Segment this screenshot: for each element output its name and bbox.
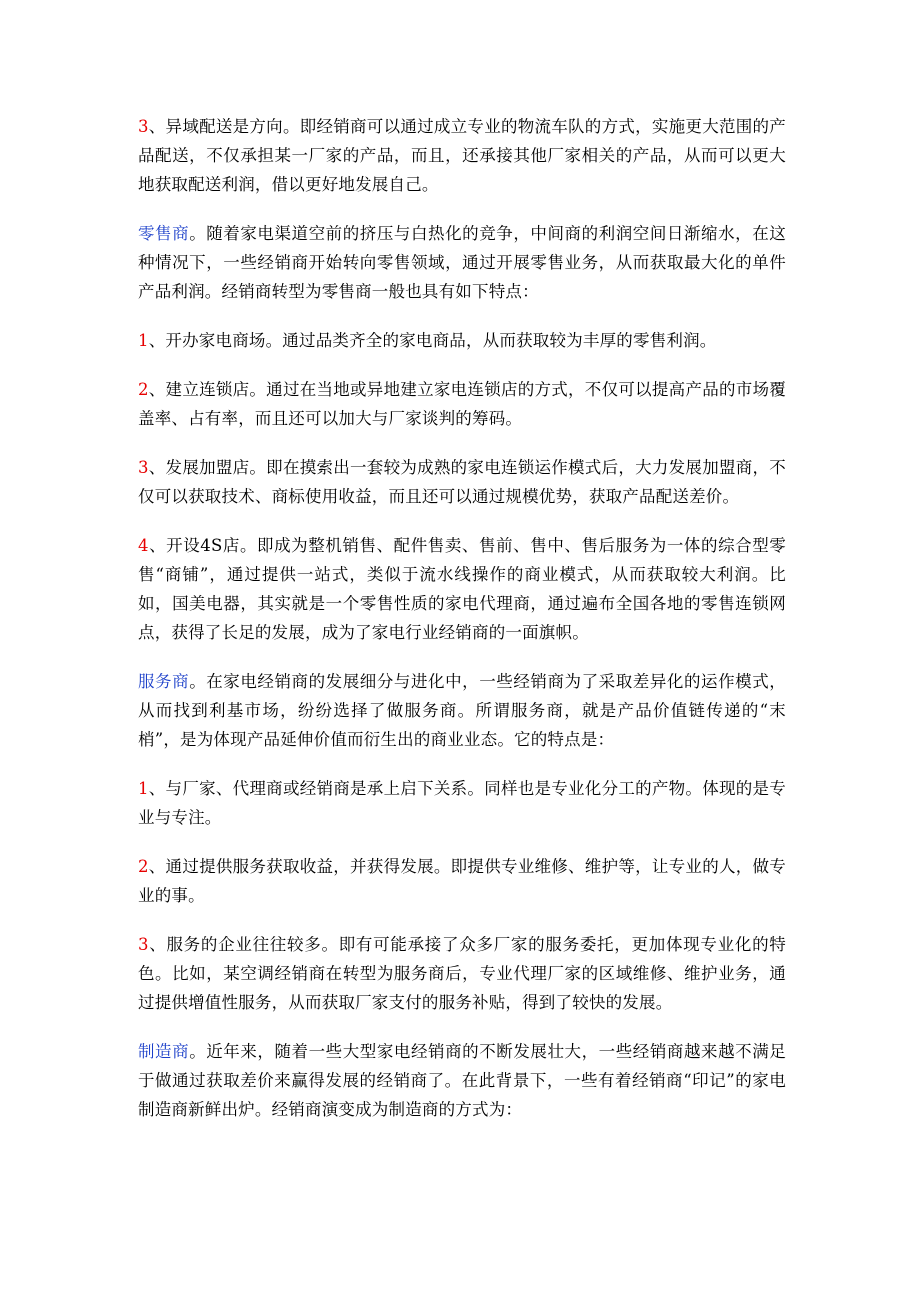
paragraph-retailer [138,219,786,306]
list-number: 4 [138,536,149,555]
paragraph-text: 、开设4S店。即成为整机销售、配件售卖、售前、售中、售后服务为一体的综合型零售“商铺”，通过提供一站式，类似于流水线操作的商业模式，从而获取较大利润。比如，国美电器，其实就是一个零售性质的家电代理商，通过遍布全国各地的零售连锁网点，获得了长足的发展，成为了家电行业经销商的一面旗帜。 [138,536,786,642]
paragraph-text: 。随着家电渠道空前的挤压与白热化的竞争，中间商的利润空间日渐缩水，在这种情况下，一些经销商开始转向零售领域，通过开展零售业务，从而获取最大化的单件产品利润。经销商转型为零售商一般也具有如下特点： [138,224,786,301]
paragraph-retailer-1 [138,326,786,355]
paragraph-retailer-3 [138,453,786,511]
paragraph-distribution-3 [138,112,786,199]
paragraph-service-3 [138,930,786,1017]
paragraph-text: 、服务的企业往往较多。即有可能承接了众多厂家的服务委托，更加体现专业化的特色。比如，某空调经销商在转型为服务商后，专业代理厂家的区域维修、维护业务，通过提供增值性服务，从而获取厂家支付的服务补贴，得到了较快的发展。 [138,935,786,1012]
paragraph-text: 、通过提供服务获取收益，并获得发展。即提供专业维修、维护等，让专业的人，做专业的事。 [138,857,786,905]
paragraph-text: 、与厂家、代理商或经销商是承上启下关系。同样也是专业化分工的产物。体现的是专业与专注。 [138,779,786,827]
section-keyword: 服务商 [138,672,190,691]
paragraph-retailer-4 [138,531,786,647]
paragraph-text: 。在家电经销商的发展细分与进化中，一些经销商为了采取差异化的运作模式，从而找到利基市场，纷纷选择了做服务商。所谓服务商，就是产品价值链传递的“末梢”，是为体现产品延伸价值而衍生出的商业业态。它的特点是： [138,672,786,749]
list-number: 1 [138,331,149,350]
list-number: 2 [138,857,149,876]
document-body [138,112,786,1144]
list-number: 2 [138,380,149,399]
paragraph-text: 、发展加盟店。即在摸索出一套较为成熟的家电连锁运作模式后，大力发展加盟商，不仅可以获取技术、商标使用收益，而且还可以通过规模优势，获取产品配送差价。 [138,458,786,506]
paragraph-service-provider [138,667,786,754]
list-number: 3 [138,935,149,954]
paragraph-manufacturer [138,1037,786,1124]
paragraph-text: 、建立连锁店。通过在当地或异地建立家电连锁店的方式，不仅可以提高产品的市场覆盖率、占有率，而且还可以加大与厂家谈判的筹码。 [138,380,786,428]
section-keyword: 零售商 [138,224,190,243]
paragraph-text: 。近年来，随着一些大型家电经销商的不断发展壮大，一些经销商越来越不满足于做通过获取差价来赢得发展的经销商了。在此背景下，一些有着经销商“印记”的家电制造商新鲜出炉。经销商演变成为制造商的方式为： [138,1042,786,1119]
paragraph-service-1 [138,774,786,832]
paragraph-service-2 [138,852,786,910]
paragraph-text: 、开办家电商场。通过品类齐全的家电商品，从而获取较为丰厚的零售利润。 [148,331,717,350]
paragraph-text: 、异域配送是方向。即经销商可以通过成立专业的物流车队的方式，实施更大范围的产品配送，不仅承担某一厂家的产品，而且，还承接其他厂家相关的产品，从而可以更大地获取配送利润，借以更好地发展自己。 [138,117,786,194]
list-number: 3 [138,117,149,136]
list-number: 1 [138,779,149,798]
section-keyword: 制造商 [138,1042,190,1061]
list-number: 3 [138,458,149,477]
paragraph-retailer-2 [138,375,786,433]
